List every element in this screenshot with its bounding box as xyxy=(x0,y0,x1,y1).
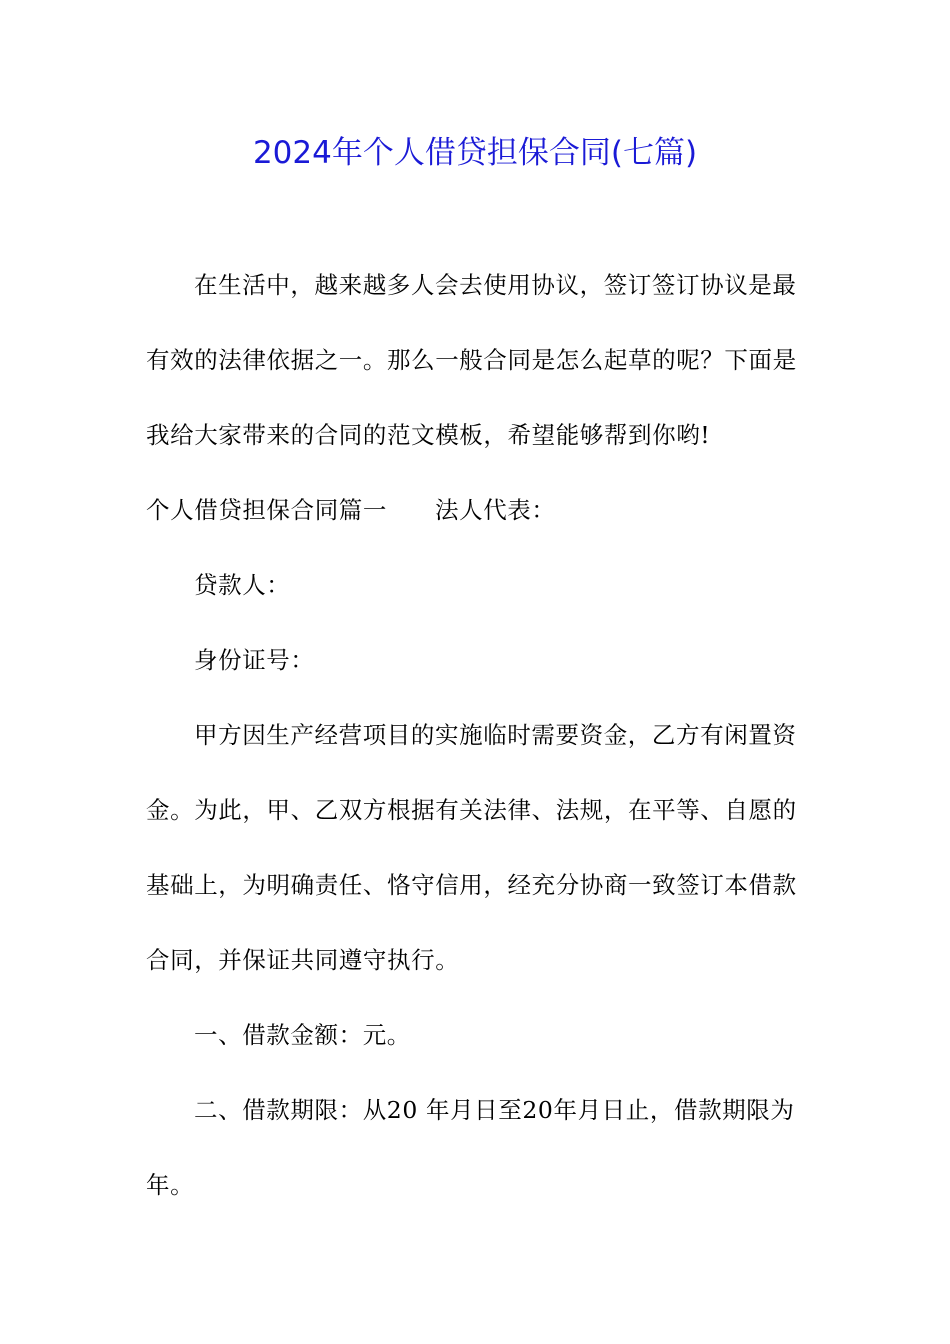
document-title: 2024年个人借贷担保合同(七篇) xyxy=(252,135,698,171)
paragraph-line: 基础上，为明确责任、恪守信用，经充分协商一致签订本借款 xyxy=(146,871,797,899)
lender-label: 贷款人： xyxy=(194,571,291,599)
paragraph-line: 有效的法律依据之一。那么一般合同是怎么起草的呢？下面是 xyxy=(146,346,797,374)
clause-loan-term: 二、借款期限：从20 年月日至20年月日止，借款期限为 xyxy=(194,1096,795,1124)
paragraph-line: 合同，并保证共同遵守执行。 xyxy=(146,946,460,974)
document-body xyxy=(146,260,806,1235)
paragraph-line: 我给大家带来的合同的范文模板，希望能够帮到你哟! xyxy=(146,421,711,449)
legal-representative-label: 法人代表： xyxy=(435,496,556,524)
paragraph-line: 年。 xyxy=(146,1171,195,1199)
section-heading-line xyxy=(146,485,806,560)
paragraph-line: 在生活中，越来越多人会去使用协议，签订签订协议是最 xyxy=(194,271,797,299)
paragraph-line: 甲方因生产经营项目的实施临时需要资金，乙方有闲置资 xyxy=(194,721,797,749)
paragraph-line: 金。为此，甲、乙双方根据有关法律、法规，在平等、自愿的 xyxy=(146,796,797,824)
clause-loan-amount: 一、借款金额：元。 xyxy=(194,1021,411,1049)
section-heading: 个人借贷担保合同篇一 xyxy=(146,496,387,524)
id-number-label: 身份证号： xyxy=(194,646,315,674)
